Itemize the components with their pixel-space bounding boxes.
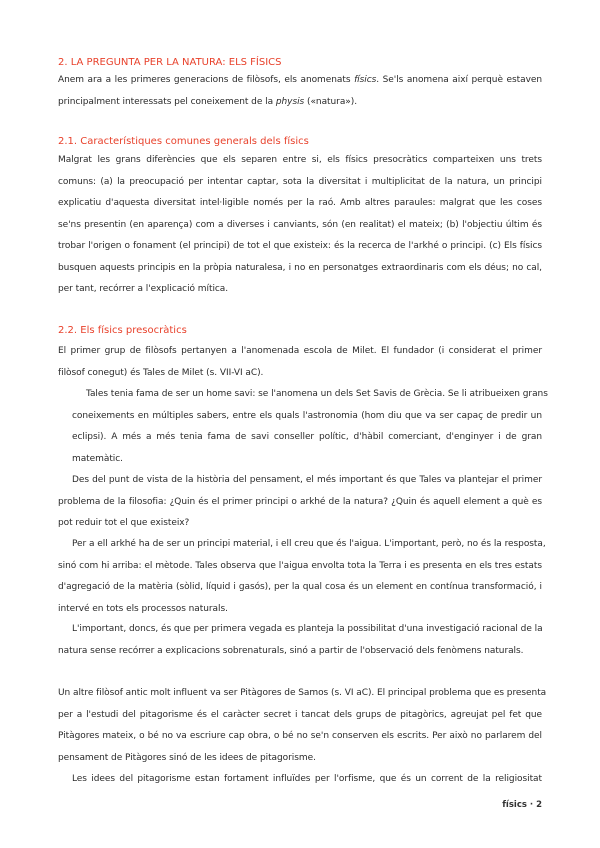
paragraph-physics-intro: Anem ara a les primeres generacions de filòsofs, els anomenats físics. Se'ls anomena així perquè estaven principalment interessats pel coneixement de la physis («natura»).	[58, 75, 542, 107]
paragraph-orphism: Les idees del pitagorisme estan fortament influïdes per l'orfisme, que és un corrent de la religiositat	[72, 774, 542, 784]
section-heading-2-2: 2.2. Els físics presocràtics	[58, 325, 187, 336]
page-footer	[502, 800, 542, 810]
section-heading-2-1: 2.1. Característiques comunes generals dels físics	[58, 136, 309, 147]
paragraph-tales-fame: Tales tenia fama de ser un home savi: se l'anomena un dels Set Savis de Grècia. Se li atribueixen grans coneixements en múltiples sabers, entre els quals l'astronomia (hom diu que va ser capaç de predir un eclipsi). A més a més tenia fama de savi conseller polític, d'hàbil comerciant, d'enginyer i de gran matemàtic.	[72, 389, 548, 464]
paragraph-first-problem: Des del punt de vista de la història del pensament, el més important és que Tales va plantejar el primer problema de la filosofia: ¿Quin és el primer principi o arkhé de la natura? ¿Quin és aquell element a què es pot reduir tot el que existeix?	[58, 475, 542, 528]
paragraph-rational-inquiry: L'important, doncs, és que per primera vegada es planteja la possibilitat d'una investigació racional de la natura sense recórrer a explicacions sobrenaturals, sinó a partir de l'observació dels fenòmens naturals.	[58, 624, 543, 656]
page-number: · 2	[529, 800, 542, 810]
paragraph-common-traits: Malgrat les grans diferències que els separen entre si, els físics presocràtics comparteixen uns trets comuns: (a) la preocupació per intentar captar, sota la diversitat i multiplicitat de la natura, un principi explicatiu d'aquesta diversitat intel·ligible només per la raó. Amb altres paraules: malgrat que les coses se'ns presentin (en aparença) com a diverses i canviants, són (en realitat) el mateix; (b) l'objectiu últim és trobar l'origen o fonament (el principi) de tot el que existeix: és la recerca de l'arkhé o principi. (c) Els físics busquen aquests principis en la pròpia naturalesa, i no en personatges extraordinaris com els déus; no cal, per tant, recórrer a l'explicació mítica.	[58, 155, 542, 294]
paragraph-pythagoras: Un altre filòsof antic molt influent va ser Pitàgores de Samos (s. VI aC). El principal problema que es presenta per a l'estudi del pitagorisme és el caràcter secret i tancat dels grups de pitagòrics, agreujat pel fet que Pitàgores mateix, o bé no va escriure cap obra, o bé no se'n conserven els escrits. Per això no parlarem del pensament de Pitàgores sinó de les idees de pitagorisme.	[58, 688, 547, 763]
footer-label: físics	[502, 800, 527, 810]
paragraph-water-principle: Per a ell arkhé ha de ser un principi material, i ell creu que és l'aigua. L'important, però, no és la resposta, sinó com hi arriba: el mètode. Tales observa que l'aigua envolta tota la Terra i es presenta en els tres estats d'agregació de la matèria (sòlid, líquid i gasós), per la qual cosa és un element en contínua transformació, i intervé en tots els processos naturals.	[58, 539, 546, 614]
section-heading-2: 2. LA PREGUNTA PER LA NATURA: ELS FÍSICS	[58, 57, 282, 68]
paragraph-milet-school: El primer grup de filòsofs pertanyen a l'anomenada escola de Milet. El fundador (i considerat el primer filòsof conegut) és Tales de Milet (s. VII-VI aC).	[58, 346, 542, 378]
